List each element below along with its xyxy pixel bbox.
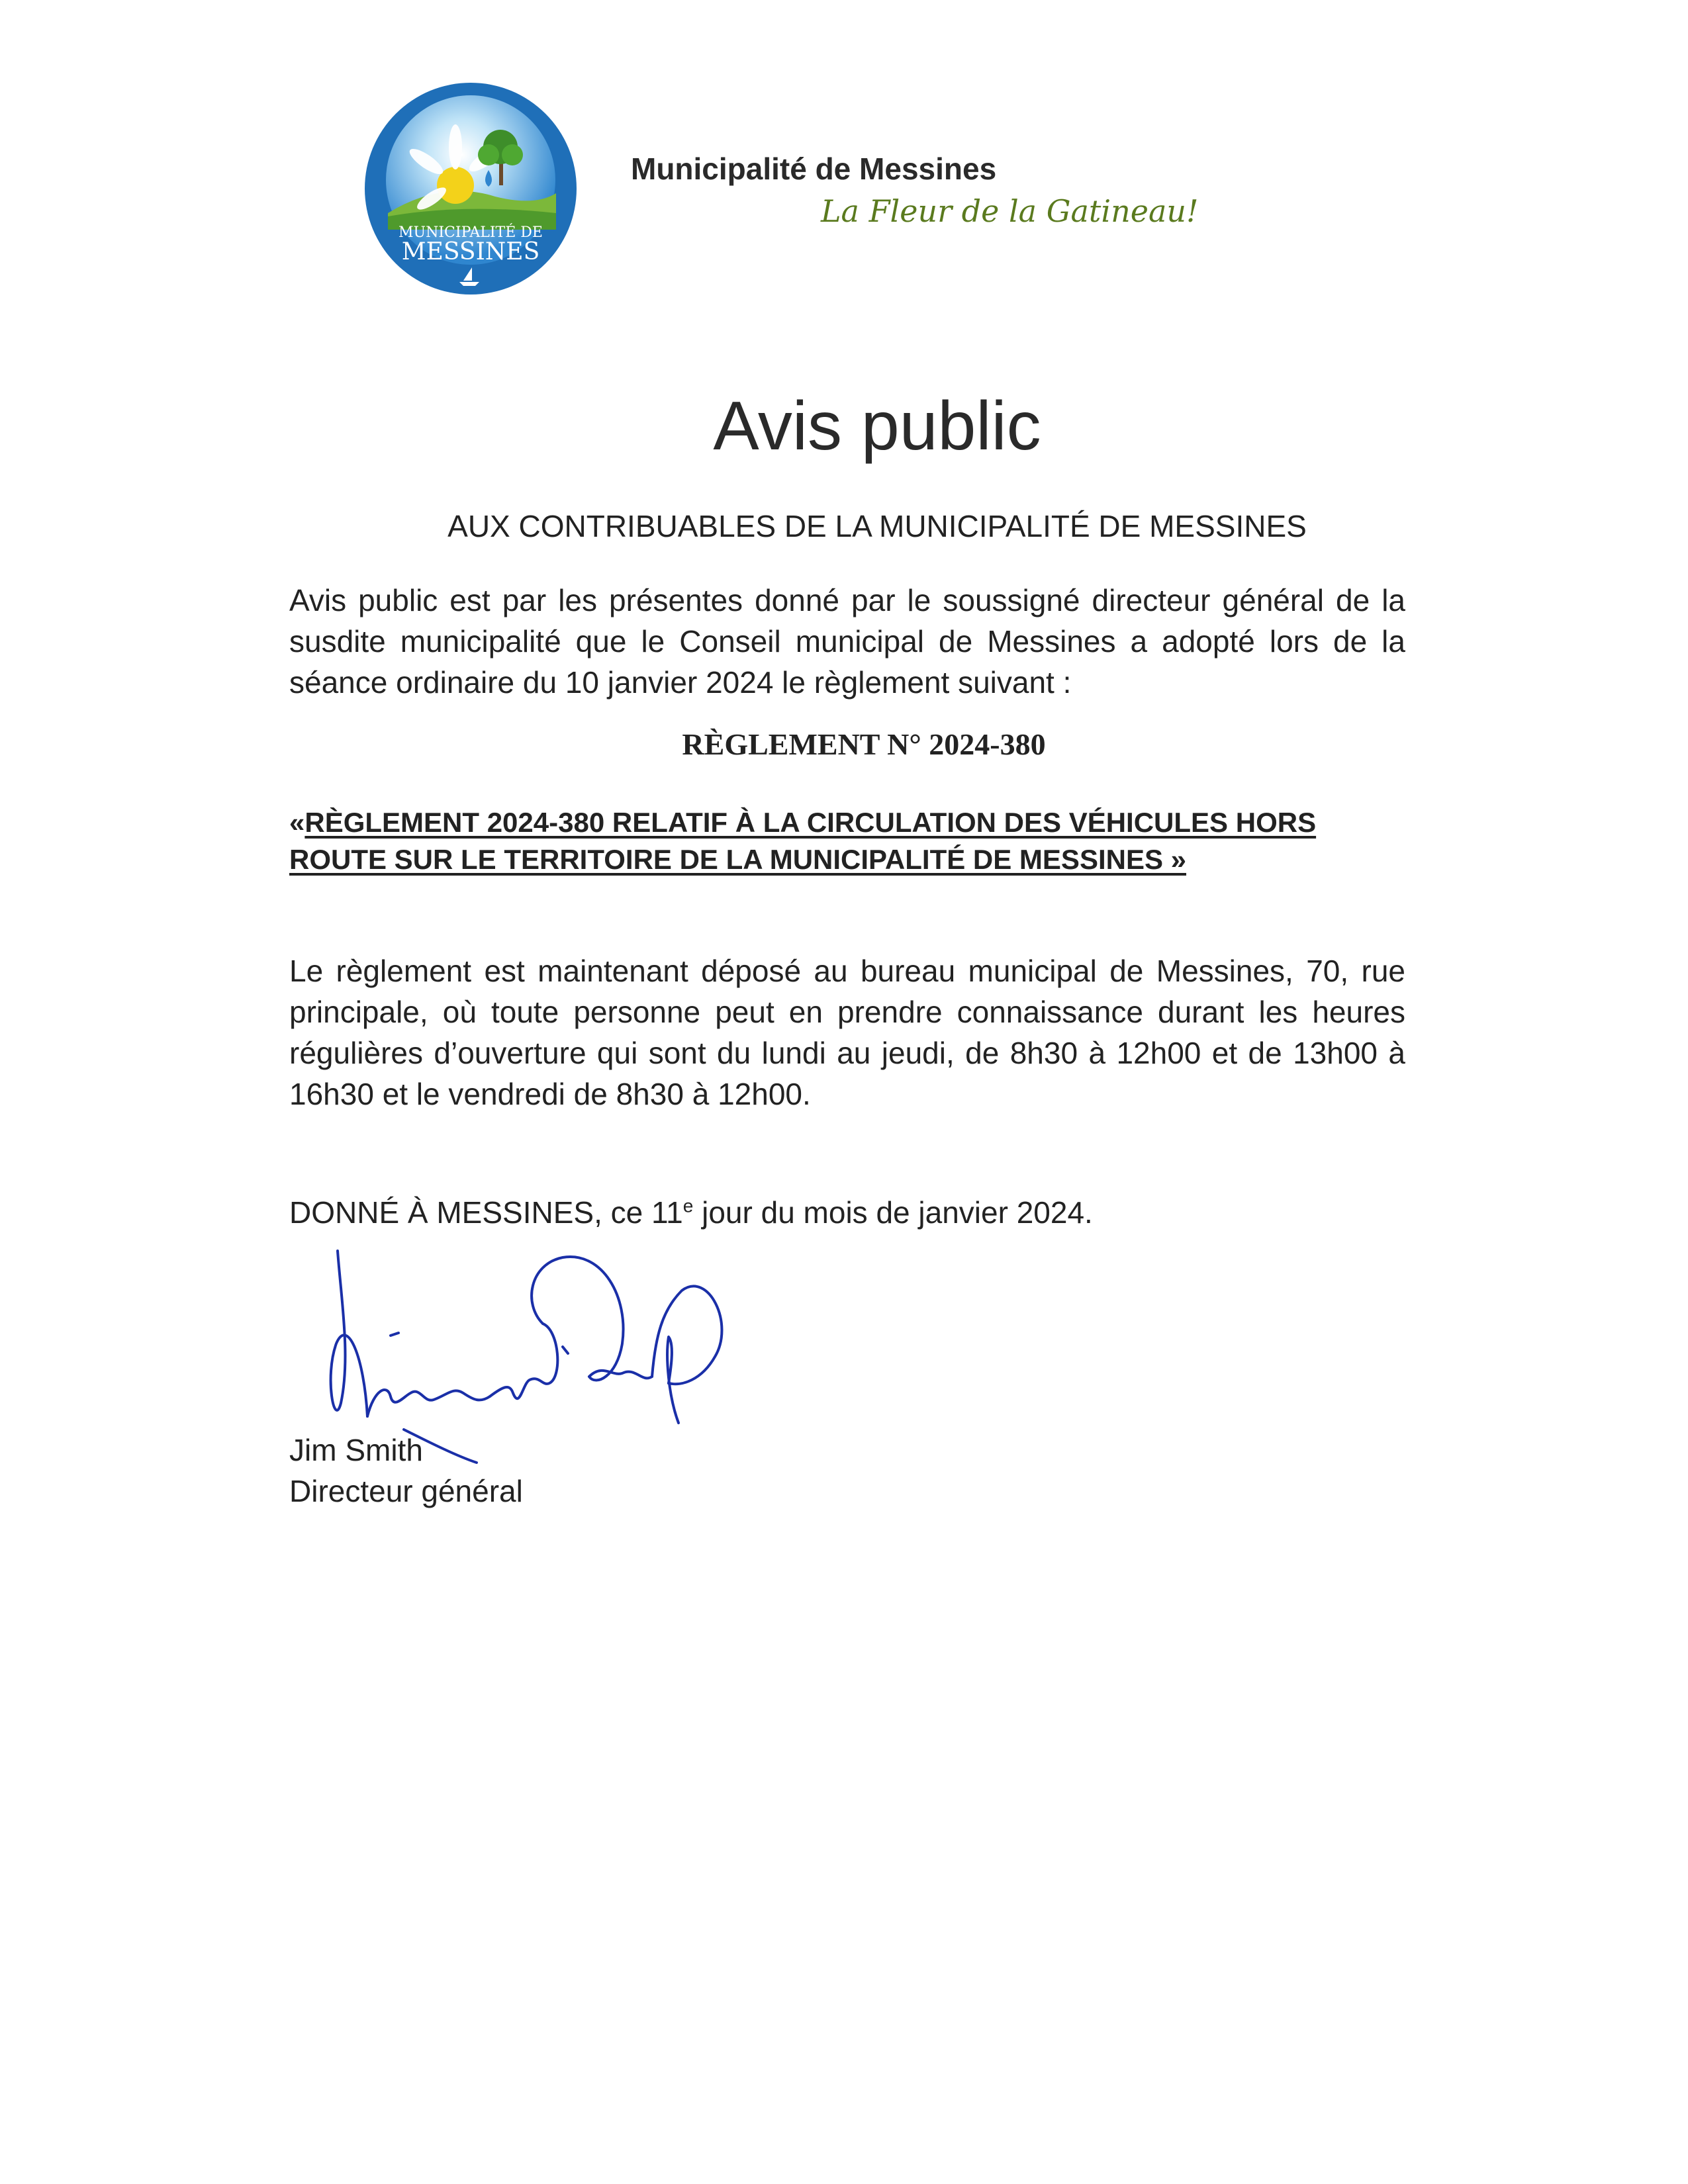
municipality-logo [363,81,579,296]
page-title: Avis public [713,388,1041,465]
given-suffix: jour du mois de janvier 2024. [693,1195,1093,1230]
given-at-line [289,1195,1093,1230]
regulation-title [289,804,1415,878]
signatory-name: Jim Smith [289,1433,423,1467]
given-prefix: DONNÉ À MESSINES, ce 11 [289,1195,683,1230]
intro-paragraph: Avis public est par les présentes donné par le soussigné directeur général de la susdite municipalité que le Conseil municipal de Messines a adopté lors de la séance ordinaire du 10 janvier 2024 le règlement suivant : [289,583,1405,700]
regulation-number: RÈGLEMENT N° 2024-380 [682,727,1046,761]
given-ordinal-suffix: e [682,1195,694,1216]
regulation-title-open-quote: « [289,807,305,838]
regulation-title-text: RÈGLEMENT 2024-380 RELATIF À LA CIRCULATION DES VÉHICULES HORS ROUTE SUR LE TERRITOIRE DE LA MUNICIPALITÉ DE MESSINES » [289,807,1317,875]
tagline: La Fleur de la Gatineau! [821,193,1199,229]
page-subtitle: AUX CONTRIBUABLES DE LA MUNICIPALITÉ DE MESSINES [447,509,1307,543]
signatory-role: Directeur général [289,1474,523,1508]
logo-text-top: MUNICIPALITÉ DE [399,224,543,241]
organization-name: Municipalité de Messines [631,152,997,186]
logo-text-bottom: MESSINES [401,238,540,265]
deposit-paragraph: Le règlement est maintenant déposé au bureau municipal de Messines, 70, rue principale, où toute personne peut en prendre connaissance durant les heures régulières d’ouverture qui sont du lundi au jeudi, de 8h30 à 12h00 et de 13h00 à 16h30 et le vendredi de 8h30 à 12h00. [289,954,1405,1111]
signatory-block [289,1430,523,1512]
